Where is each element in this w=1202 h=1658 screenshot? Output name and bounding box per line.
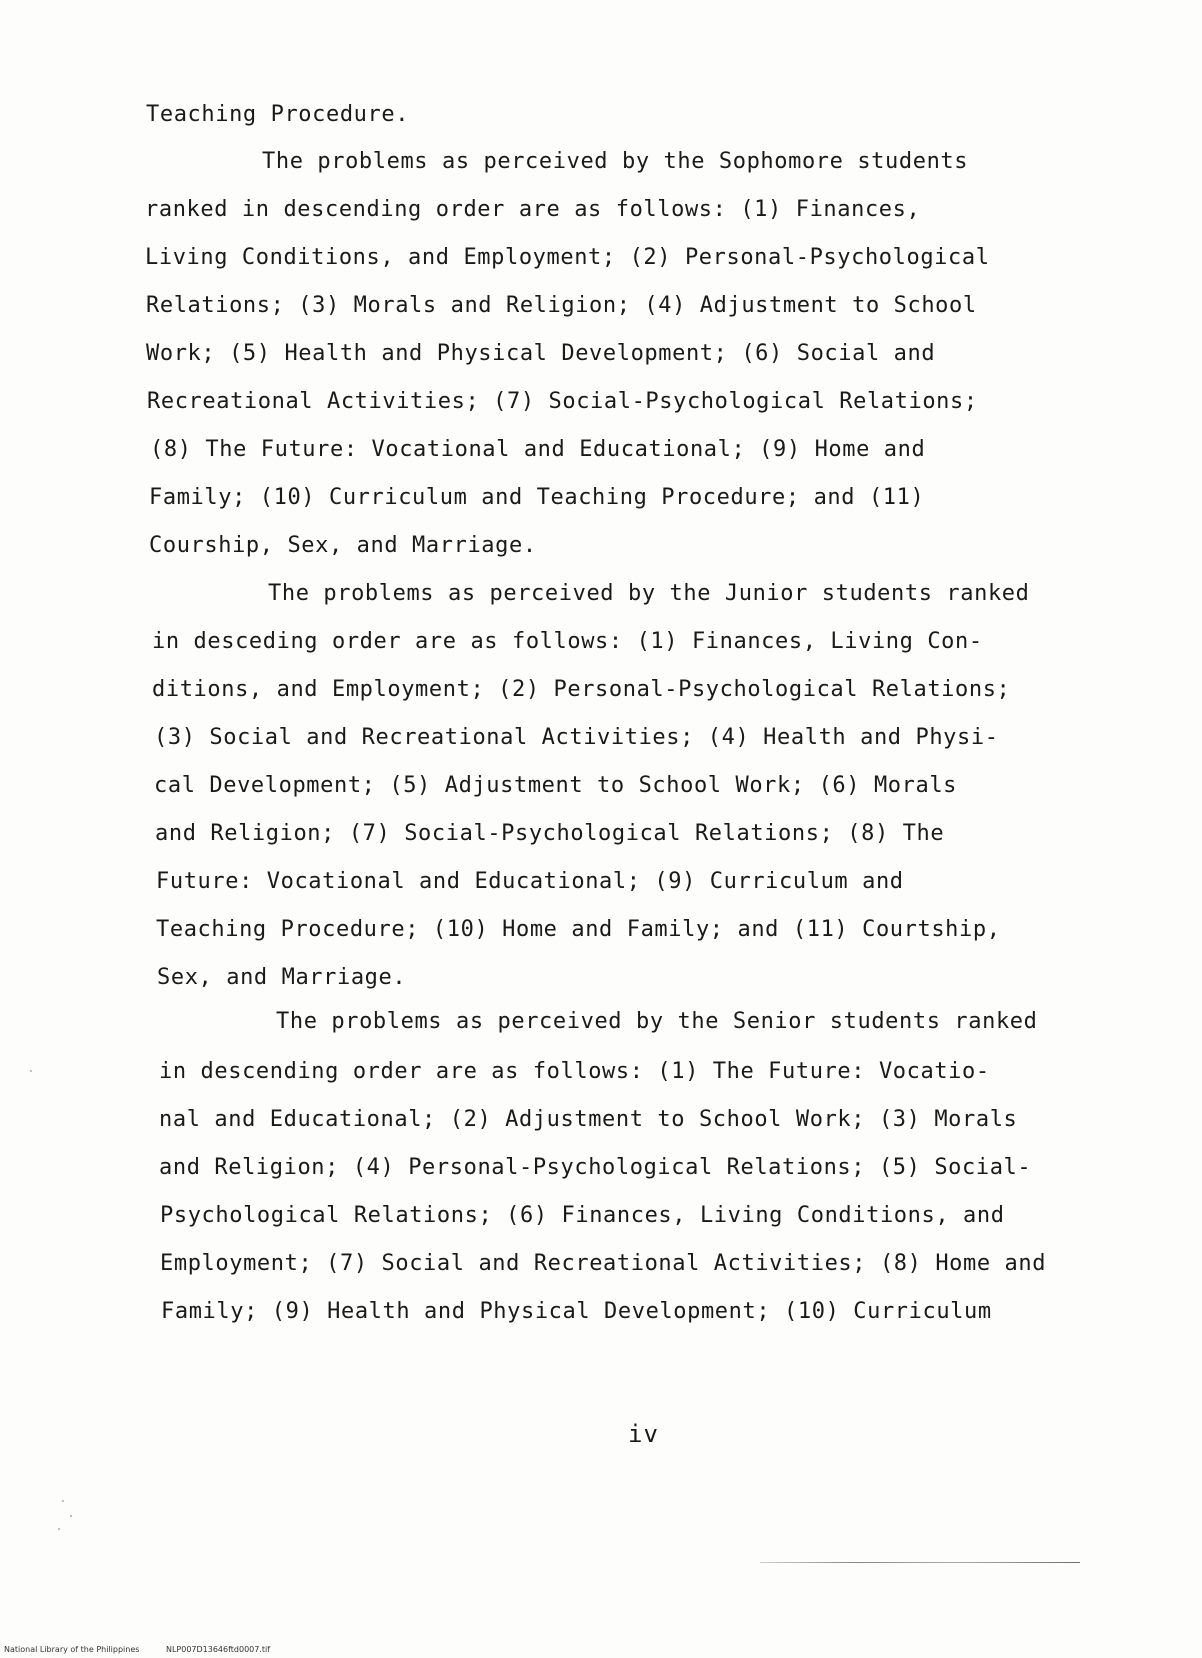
- footer-library: National Library of the Philippines: [4, 1645, 140, 1654]
- text-line: cal Development; (5) Adjustment to School Work; (6) Morals: [154, 773, 958, 798]
- text-line: Teaching Procedure; (10) Home and Family; and (11) Courtship,: [156, 917, 1001, 942]
- text-line: Sex, and Marriage.: [157, 965, 407, 990]
- text-line: Teaching Procedure.: [146, 102, 410, 127]
- text-line: in descending order are as follows: (1) The Future: Vocatio-: [159, 1059, 990, 1084]
- text-line: Courship, Sex, and Marriage.: [149, 533, 537, 558]
- text-line: Living Conditions, and Employment; (2) Personal-Psychological: [145, 245, 990, 270]
- text-line: Psychological Relations; (6) Finances, Living Conditions, and: [160, 1203, 1005, 1228]
- text-line: Recreational Activities; (7) Social-Psychological Relations;: [147, 389, 978, 414]
- scan-speck: [30, 1070, 32, 1072]
- text-line: Work; (5) Health and Physical Development; (6) Social and: [146, 341, 936, 366]
- text-line: ranked in descending order are as follows: (1) Finances,: [145, 197, 921, 222]
- text-line: Employment; (7) Social and Recreational Activities; (8) Home and: [160, 1251, 1047, 1276]
- footer-file: NLP007D13646ftd0007.tif: [165, 1645, 271, 1654]
- text-line: ditions, and Employment; (2) Personal-Psychological Relations;: [152, 677, 1011, 702]
- page-number: iv: [628, 1420, 659, 1448]
- scan-speck: [58, 1528, 60, 1530]
- text-line: Relations; (3) Morals and Religion; (4) Adjustment to School: [146, 293, 977, 318]
- scan-speck: [62, 1500, 64, 1502]
- text-line: nal and Educational; (2) Adjustment to School Work; (3) Morals: [159, 1107, 1018, 1132]
- text-line: Future: Vocational and Educational; (9) Curriculum and: [156, 869, 904, 894]
- text-line: in desceding order are as follows: (1) Finances, Living Con-: [152, 629, 983, 654]
- scan-artifact-rule: [760, 1562, 1080, 1563]
- text-line: (3) Social and Recreational Activities; (4) Health and Physi-: [154, 725, 999, 750]
- paragraph-senior-first-line: The problems as perceived by the Senior students ranked: [276, 1009, 1038, 1034]
- paragraph-sophomore-first-line: The problems as perceived by the Sophomore students: [262, 149, 969, 174]
- scan-footer: [4, 1645, 270, 1654]
- text-line: (8) The Future: Vocational and Educational; (9) Home and: [150, 437, 926, 462]
- scan-speck: [70, 1515, 72, 1517]
- text-line: and Religion; (7) Social-Psychological Relations; (8) The: [155, 821, 945, 846]
- paragraph-junior-first-line: The problems as perceived by the Junior students ranked: [268, 581, 1030, 606]
- text-line: Family; (10) Curriculum and Teaching Procedure; and (11): [149, 485, 925, 510]
- text-line: and Religion; (4) Personal-Psychological Relations; (5) Social-: [159, 1155, 1032, 1180]
- text-line: Family; (9) Health and Physical Development; (10) Curriculum: [161, 1299, 992, 1324]
